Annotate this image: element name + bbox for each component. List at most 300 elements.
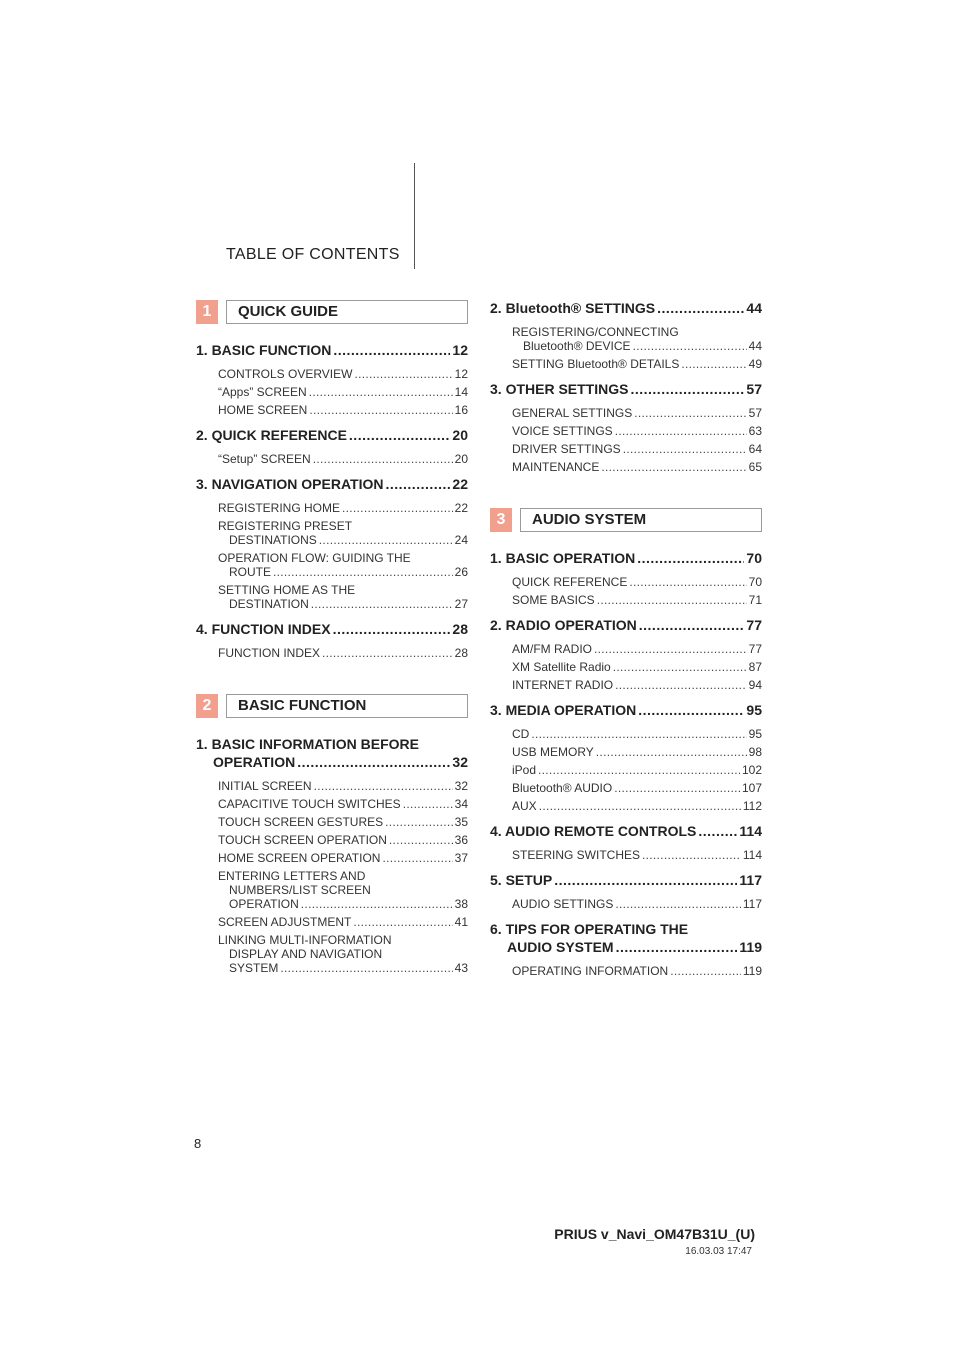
spacer (490, 532, 762, 550)
topic-dot-leader (538, 763, 740, 777)
spacer (490, 862, 762, 872)
topic-last-line-row (218, 915, 468, 929)
topic-entry[interactable] (512, 575, 762, 589)
topic-line: VOICE SETTINGS (512, 424, 613, 438)
chapter-entry[interactable] (196, 736, 468, 770)
topic-line: SETTING HOME AS THE (218, 583, 356, 597)
topic-entry[interactable] (512, 642, 762, 656)
topic-dot-leader (613, 660, 747, 674)
topic-line: STEERING SWITCHES (512, 848, 641, 862)
topic-last-line-row (512, 678, 762, 692)
topic-last-line-row (218, 797, 468, 811)
topic-last-line-row (512, 848, 762, 862)
topic-dot-leader (273, 565, 453, 579)
chapter-dot-leader (698, 823, 737, 839)
topic-page: 28 (454, 646, 468, 660)
topic-page: 49 (748, 357, 762, 371)
chapter-dot-leader (333, 342, 450, 358)
topic-entry[interactable] (218, 933, 468, 975)
topic-line: DISPLAY AND NAVIGATION (229, 947, 383, 961)
topic-line: LINKING MULTI-INFORMATION (218, 933, 392, 947)
topic-list (490, 727, 762, 813)
topic-line: FUNCTION INDEX (218, 646, 320, 660)
chapter-entry[interactable] (490, 921, 762, 955)
spacer (196, 770, 468, 779)
topic-dot-leader (354, 367, 452, 381)
topic-entry[interactable] (512, 727, 762, 741)
topic-entry[interactable] (218, 815, 468, 829)
topic-line: OPERATING INFORMATION (512, 964, 669, 978)
chapter-page: 117 (739, 872, 762, 888)
topic-line: TOUCH SCREEN GESTURES (218, 815, 384, 829)
topic-entry[interactable] (218, 797, 468, 811)
chapter-page: 20 (452, 427, 468, 443)
topic-page: 34 (454, 797, 468, 811)
page-header-title: TABLE OF CONTENTS (226, 246, 400, 263)
chapter-page: 57 (746, 381, 762, 397)
topic-dot-leader (301, 897, 453, 911)
chapter-dot-leader (630, 381, 744, 397)
topic-entry[interactable] (512, 964, 762, 978)
spacer (196, 637, 468, 646)
chapter-title: 2. QUICK REFERENCE (196, 427, 347, 443)
spacer (196, 417, 468, 427)
topic-line: REGISTERING HOME (218, 501, 341, 515)
topic-last-line-row (512, 745, 762, 759)
topic-line: ROUTE (229, 565, 271, 579)
topic-last-line-row (218, 501, 468, 515)
spacer (490, 607, 762, 617)
topic-line: AUDIO SETTINGS (512, 897, 614, 911)
topic-line: REGISTERING/CONNECTING (512, 325, 679, 339)
topic-line: INITIAL SCREEN (218, 779, 312, 793)
topic-line: QUICK REFERENCE (512, 575, 628, 589)
topic-entry[interactable] (512, 424, 762, 438)
topic-line: DESTINATION (229, 597, 309, 611)
topic-last-line-row (512, 339, 762, 353)
section-number-badge: 1 (196, 300, 218, 324)
topic-entry[interactable] (218, 385, 468, 399)
topic-dot-leader (319, 533, 453, 547)
topic-last-line-row (512, 727, 762, 741)
chapter-title-line1: 1. BASIC INFORMATION BEFORE (196, 736, 419, 752)
topic-entry[interactable] (218, 367, 468, 381)
topic-dot-leader (385, 815, 453, 829)
topic-line: SETTING Bluetooth® DETAILS (512, 357, 680, 371)
topic-last-line-row (512, 460, 762, 474)
topic-entry[interactable] (512, 325, 762, 353)
topic-line: Bluetooth® DEVICE (523, 339, 631, 353)
chapter-title: 2. RADIO OPERATION (490, 617, 637, 633)
topic-dot-leader (681, 357, 746, 371)
topic-list (490, 964, 762, 978)
topic-entry[interactable] (218, 403, 468, 417)
topic-last-line-row (512, 763, 762, 777)
topic-line: SYSTEM (229, 961, 279, 975)
topic-page: 119 (742, 964, 762, 978)
section-header-quick-guide (196, 300, 468, 324)
topic-entry[interactable] (218, 519, 468, 547)
chapter-entry[interactable] (490, 872, 762, 888)
topic-last-line-row (512, 357, 762, 371)
chapter-dot-leader (616, 939, 738, 955)
section-title: AUDIO SYSTEM (520, 508, 762, 532)
topic-dot-leader (539, 799, 741, 813)
topic-line: GENERAL SETTINGS (512, 406, 633, 420)
topic-last-line-row (218, 385, 468, 399)
topic-page: 87 (748, 660, 762, 674)
chapter-page: 95 (746, 702, 762, 718)
topic-dot-leader (615, 424, 747, 438)
topic-page: 71 (748, 593, 762, 607)
topic-line: SCREEN ADJUSTMENT (218, 915, 352, 929)
chapter-title-line1: 6. TIPS FOR OPERATING THE (490, 921, 689, 937)
topic-entry[interactable] (512, 442, 762, 456)
chapter-title: 1. BASIC OPERATION (490, 550, 636, 566)
section-header-audio-system (490, 508, 762, 532)
chapter-page: 70 (746, 550, 762, 566)
topic-last-line-row (512, 781, 762, 795)
topic-page: 107 (741, 781, 762, 795)
chapter-page: 28 (452, 621, 468, 637)
topic-last-line-row (218, 833, 468, 847)
topic-entry[interactable] (218, 779, 468, 793)
chapter-page: 32 (452, 754, 468, 770)
topic-page: 63 (748, 424, 762, 438)
chapter-page: 119 (739, 939, 762, 955)
topic-dot-leader (403, 797, 453, 811)
topic-last-line-row (218, 533, 468, 547)
topic-page: 114 (742, 848, 762, 862)
spacer (490, 839, 762, 848)
topic-entry[interactable] (512, 799, 762, 813)
section-number-badge: 3 (490, 508, 512, 532)
topic-page: 117 (742, 897, 762, 911)
topic-dot-leader (615, 678, 747, 692)
spacer (196, 611, 468, 621)
spacer (490, 911, 762, 921)
chapter-title-line2: OPERATION (213, 754, 296, 770)
topic-entry[interactable] (218, 501, 468, 515)
spacer (196, 718, 468, 736)
topic-entry[interactable] (218, 452, 468, 466)
topic-dot-leader (615, 897, 741, 911)
topic-last-line-row (512, 799, 762, 813)
chapter-entry[interactable] (490, 300, 762, 316)
chapter-title: 4. FUNCTION INDEX (196, 621, 331, 637)
chapter-page: 114 (739, 823, 762, 839)
chapter-entry[interactable] (490, 823, 762, 839)
topic-dot-leader (670, 964, 741, 978)
chapter-entry[interactable] (196, 427, 468, 443)
spacer (490, 718, 762, 727)
topic-list (490, 406, 762, 474)
topic-line: NUMBERS/LIST SCREEN (229, 883, 371, 897)
spacer (490, 633, 762, 642)
topic-line: SOME BASICS (512, 593, 595, 607)
chapter-dot-leader (638, 702, 744, 718)
section-title: BASIC FUNCTION (226, 694, 468, 718)
topic-list (196, 501, 468, 611)
chapter-title: 3. OTHER SETTINGS (490, 381, 629, 397)
topic-page: 22 (454, 501, 468, 515)
topic-dot-leader (309, 403, 452, 417)
chapter-title-line2: AUDIO SYSTEM (507, 939, 614, 955)
topic-entry[interactable] (512, 745, 762, 759)
chapter-entry[interactable] (196, 342, 468, 358)
topic-dot-leader (309, 385, 453, 399)
topic-line: CD (512, 727, 530, 741)
spacer (490, 813, 762, 823)
chapter-entry[interactable] (490, 381, 762, 397)
topic-page: 95 (748, 727, 762, 741)
topic-dot-leader (342, 501, 453, 515)
chapter-dot-leader (637, 550, 744, 566)
document-code: PRIUS v_Navi_OM47B31U_(U) (554, 1226, 755, 1242)
chapter-title: 5. SETUP (490, 872, 553, 888)
topic-line: DRIVER SETTINGS (512, 442, 621, 456)
section-number-badge: 2 (196, 694, 218, 718)
topic-list (196, 646, 468, 660)
topic-line: REGISTERING PRESET (218, 519, 353, 533)
topic-last-line-row (512, 593, 762, 607)
chapter-page: 77 (746, 617, 762, 633)
topic-last-line-row (512, 642, 762, 656)
spacer (196, 443, 468, 452)
topic-entry[interactable] (512, 660, 762, 674)
topic-dot-leader (614, 781, 740, 795)
topic-page: 102 (741, 763, 762, 777)
topic-page: 16 (454, 403, 468, 417)
chapter-entry[interactable] (490, 702, 762, 718)
topic-list (196, 452, 468, 466)
spacer (196, 358, 468, 367)
chapter-dot-leader (297, 754, 450, 770)
topic-entry[interactable] (218, 551, 468, 579)
page-number: 8 (194, 1136, 202, 1151)
chapter-entry[interactable] (196, 476, 468, 492)
topic-list (490, 897, 762, 911)
topic-line: OPERATION (229, 897, 299, 911)
topic-dot-leader (623, 442, 747, 456)
spacer (490, 474, 762, 508)
topic-last-line-row (512, 964, 762, 978)
topic-entry[interactable] (218, 851, 468, 865)
topic-dot-leader (314, 779, 453, 793)
topic-last-line-row (218, 646, 468, 660)
topic-last-line-row (218, 897, 468, 911)
topic-line: OPERATION FLOW: GUIDING THE (218, 551, 411, 565)
topic-last-line-row (512, 660, 762, 674)
topic-page: 112 (742, 799, 762, 813)
topic-last-line-row (512, 424, 762, 438)
topic-page: 12 (454, 367, 468, 381)
topic-line: XM Satellite Radio (512, 660, 611, 674)
chapter-entry[interactable] (490, 617, 762, 633)
topic-dot-leader (597, 593, 747, 607)
topic-line: INTERNET RADIO (512, 678, 614, 692)
topic-entry[interactable] (512, 593, 762, 607)
chapter-title: 2. Bluetooth® SETTINGS (490, 300, 656, 316)
chapter-entry[interactable] (490, 550, 762, 566)
section-header-basic-function (196, 694, 468, 718)
topic-page: 32 (454, 779, 468, 793)
topic-last-line-row (218, 565, 468, 579)
topic-page: 26 (454, 565, 468, 579)
topic-entry[interactable] (512, 357, 762, 371)
topic-line: Bluetooth® AUDIO (512, 781, 613, 795)
topic-list (490, 848, 762, 862)
topic-page: 20 (454, 452, 468, 466)
topic-line: iPod (512, 763, 537, 777)
topic-line: AM/FM RADIO (512, 642, 592, 656)
topic-page: 43 (454, 961, 468, 975)
topic-page: 44 (748, 339, 762, 353)
topic-last-line-row (218, 779, 468, 793)
topic-line: CONTROLS OVERVIEW (218, 367, 353, 381)
chapter-dot-leader (639, 617, 745, 633)
topic-line: DESTINATIONS (229, 533, 317, 547)
topic-page: 14 (454, 385, 468, 399)
chapter-entry[interactable] (196, 621, 468, 637)
topic-dot-leader (389, 833, 453, 847)
topic-last-line-row (218, 403, 468, 417)
chapter-title: 3. MEDIA OPERATION (490, 702, 637, 718)
chapter-page: 22 (452, 476, 468, 492)
topic-list (196, 367, 468, 417)
topic-entry[interactable] (512, 460, 762, 474)
chapter-dot-leader (657, 300, 744, 316)
chapter-dot-leader (349, 427, 451, 443)
topic-page: 77 (748, 642, 762, 656)
topic-entry[interactable] (218, 646, 468, 660)
topic-page: 98 (748, 745, 762, 759)
topic-last-line-row (512, 897, 762, 911)
chapter-dot-leader (385, 476, 450, 492)
topic-dot-leader (311, 597, 453, 611)
topic-line: ENTERING LETTERS AND (218, 869, 366, 883)
topic-list (490, 642, 762, 692)
topic-dot-leader (382, 851, 452, 865)
topic-line: AUX (512, 799, 537, 813)
spacer (490, 955, 762, 964)
topic-line: MAINTENANCE (512, 460, 600, 474)
topic-list (490, 325, 762, 371)
topic-dot-leader (322, 646, 453, 660)
toc-left-column (196, 300, 468, 975)
topic-dot-leader (633, 339, 747, 353)
topic-entry[interactable] (218, 583, 468, 611)
chapter-dot-leader (554, 872, 737, 888)
topic-entry[interactable] (512, 848, 762, 862)
topic-line: HOME SCREEN (218, 403, 308, 417)
chapter-title: 1. BASIC FUNCTION (196, 342, 332, 358)
chapter-title-line2-row (490, 939, 762, 955)
topic-entry[interactable] (512, 406, 762, 420)
topic-line: TOUCH SCREEN OPERATION (218, 833, 387, 847)
topic-last-line-row (218, 597, 468, 611)
spacer (490, 371, 762, 381)
spacer (196, 324, 468, 342)
spacer (490, 316, 762, 325)
topic-entry[interactable] (512, 763, 762, 777)
chapter-title: 4. AUDIO REMOTE CONTROLS (490, 823, 697, 839)
topic-entry[interactable] (218, 915, 468, 929)
topic-page: 27 (454, 597, 468, 611)
topic-page: 64 (748, 442, 762, 456)
spacer (490, 397, 762, 406)
topic-dot-leader (642, 848, 741, 862)
topic-last-line-row (512, 406, 762, 420)
topic-dot-leader (629, 575, 746, 589)
topic-last-line-row (512, 442, 762, 456)
topic-entry[interactable] (512, 678, 762, 692)
topic-dot-leader (596, 745, 747, 759)
topic-last-line-row (218, 815, 468, 829)
topic-entry[interactable] (218, 833, 468, 847)
topic-dot-leader (594, 642, 747, 656)
chapter-page: 44 (746, 300, 762, 316)
topic-line: HOME SCREEN OPERATION (218, 851, 381, 865)
spacer (196, 660, 468, 694)
topic-last-line-row (218, 961, 468, 975)
topic-line: “Setup” SCREEN (218, 452, 311, 466)
topic-last-line-row (218, 367, 468, 381)
chapter-page: 12 (452, 342, 468, 358)
topic-page: 94 (748, 678, 762, 692)
spacer (490, 692, 762, 702)
topic-dot-leader (280, 961, 452, 975)
chapter-dot-leader (333, 621, 451, 637)
topic-page: 36 (454, 833, 468, 847)
section-title: QUICK GUIDE (226, 300, 468, 324)
topic-entry[interactable] (218, 869, 468, 911)
topic-line: “Apps” SCREEN (218, 385, 307, 399)
topic-dot-leader (634, 406, 746, 420)
topic-page: 24 (454, 533, 468, 547)
topic-last-line-row (512, 575, 762, 589)
spacer (196, 492, 468, 501)
toc-right-column (490, 300, 762, 978)
header-divider (414, 163, 415, 269)
topic-page: 65 (748, 460, 762, 474)
topic-dot-leader (313, 452, 453, 466)
topic-dot-leader (531, 727, 746, 741)
topic-dot-leader (353, 915, 452, 929)
topic-line: USB MEMORY (512, 745, 594, 759)
chapter-title: 3. NAVIGATION OPERATION (196, 476, 384, 492)
spacer (490, 888, 762, 897)
topic-page: 37 (454, 851, 468, 865)
topic-page: 41 (454, 915, 468, 929)
chapter-title-line2-row (196, 754, 468, 770)
topic-entry[interactable] (512, 781, 762, 795)
topic-dot-leader (601, 460, 746, 474)
topic-last-line-row (218, 452, 468, 466)
topic-list (196, 779, 468, 975)
topic-entry[interactable] (512, 897, 762, 911)
spacer (196, 466, 468, 476)
topic-list (490, 575, 762, 607)
topic-page: 70 (748, 575, 762, 589)
print-timestamp: 16.03.03 17:47 (685, 1246, 752, 1257)
topic-page: 38 (454, 897, 468, 911)
topic-page: 57 (748, 406, 762, 420)
topic-page: 35 (454, 815, 468, 829)
spacer (490, 566, 762, 575)
topic-line: CAPACITIVE TOUCH SWITCHES (218, 797, 401, 811)
topic-last-line-row (218, 851, 468, 865)
